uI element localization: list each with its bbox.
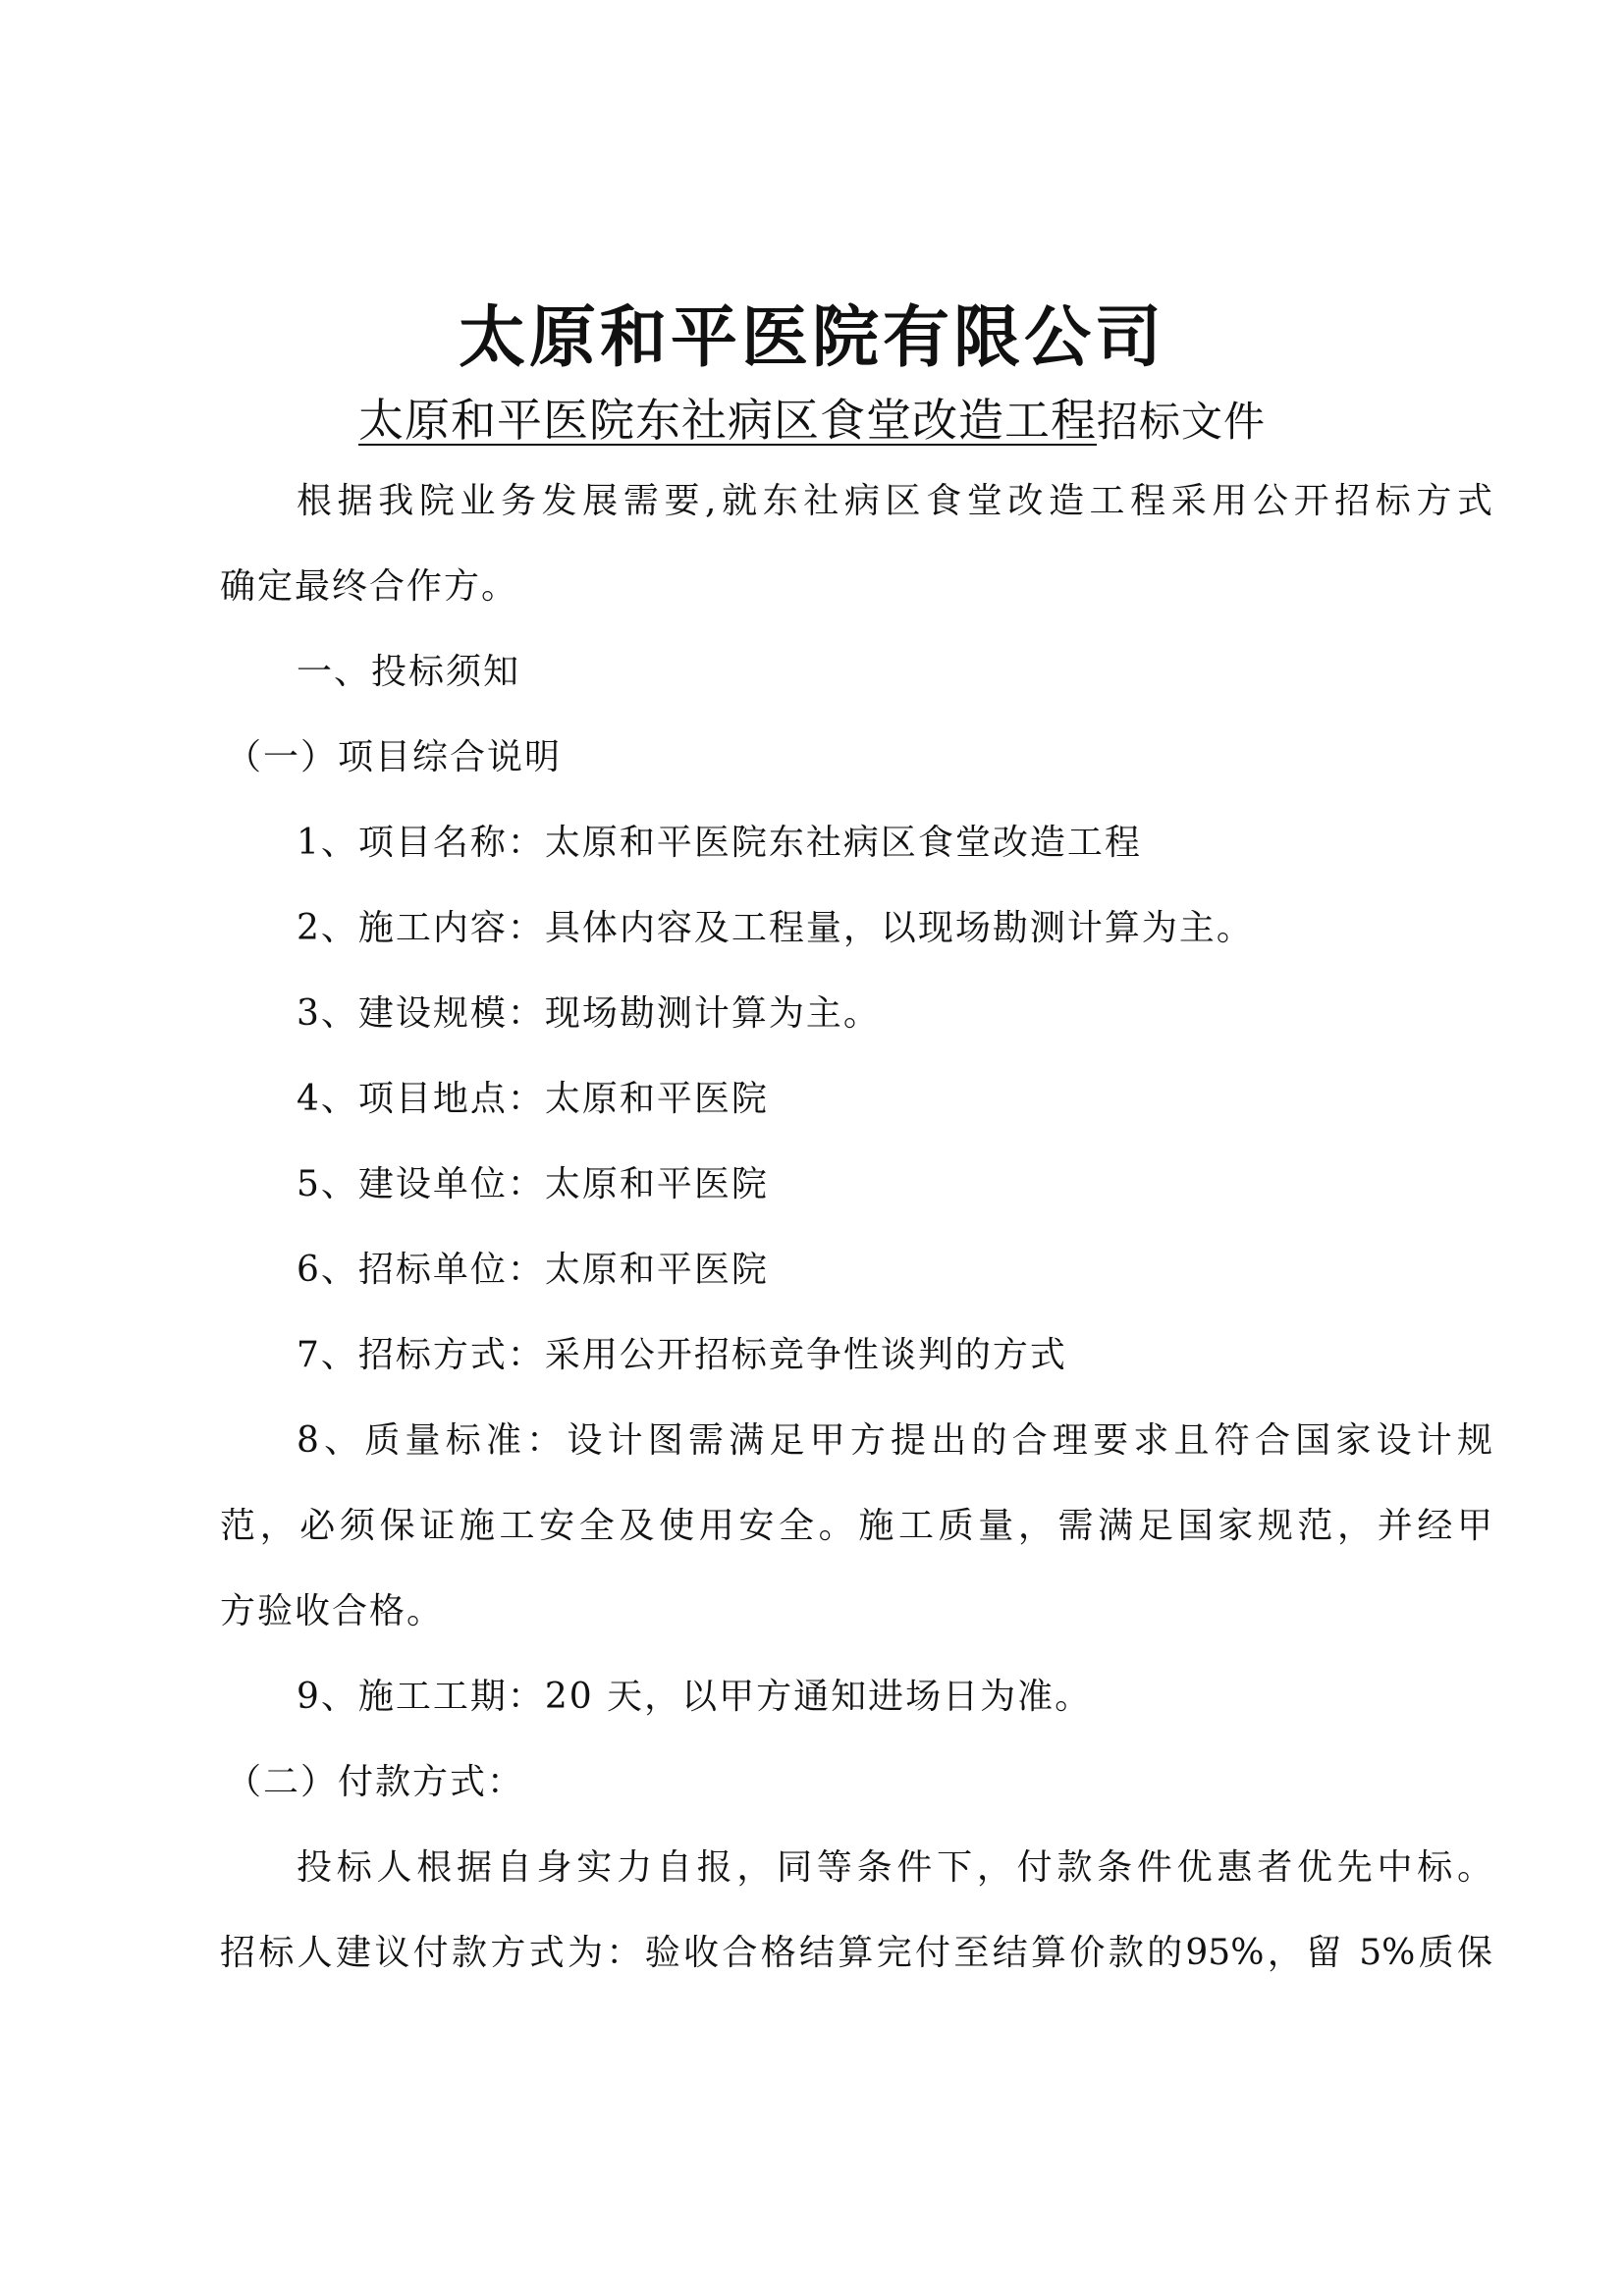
item-quality-standard-line-3: 方验收合格。	[220, 1591, 445, 1631]
item-construction-period: 9、施工工期：20 天，以甲方通知进场日为准。	[297, 1677, 1093, 1717]
subsection-heading-payment-method: （二）付款方式：	[226, 1762, 525, 1802]
item-project-name: 1、项目名称：太原和平医院东社病区食堂改造工程	[297, 823, 1142, 863]
item-construction-scale: 3、建设规模：现场勘测计算为主。	[297, 993, 881, 1034]
intro-line-2: 确定最终合作方。	[220, 566, 519, 607]
document-title: 太原和平医院有限公司	[458, 299, 1165, 377]
item-project-location: 4、项目地点：太原和平医院	[297, 1079, 769, 1119]
section-heading-bid-notice: 一、投标须知	[297, 652, 521, 692]
payment-line-2: 招标人建议付款方式为：验收合格结算完付至结算价款的95%，留 5%质保	[220, 1933, 1492, 1973]
intro-line-1: 根据我院业务发展需要,就东社病区食堂改造工程采用公开招标方式	[297, 481, 1492, 521]
subsection-heading-project-overview: （一）项目综合说明	[226, 737, 563, 777]
item-tender-unit: 6、招标单位：太原和平医院	[297, 1250, 769, 1290]
item-quality-standard-line-2: 范，必须保证施工安全及使用安全。施工质量，需满足国家规范，并经甲	[220, 1506, 1492, 1546]
item-construction-content: 2、施工内容：具体内容及工程量，以现场勘测计算为主。	[297, 908, 1254, 948]
document-subtitle	[0, 385, 1624, 450]
item-tender-method: 7、招标方式：采用公开招标竞争性谈判的方式	[297, 1335, 1067, 1375]
project-name-underlined: 太原和平医院东社病区食堂改造工程	[357, 394, 1097, 447]
subtitle-suffix: 招标文件	[1096, 398, 1266, 446]
item-construction-unit: 5、建设单位：太原和平医院	[297, 1164, 769, 1204]
payment-line-1: 投标人根据自身实力自报，同等条件下，付款条件优惠者优先中标。	[297, 1847, 1492, 1888]
item-quality-standard-line-1: 8、质量标准：设计图需满足甲方提出的合理要求且符合国家设计规	[297, 1420, 1492, 1461]
